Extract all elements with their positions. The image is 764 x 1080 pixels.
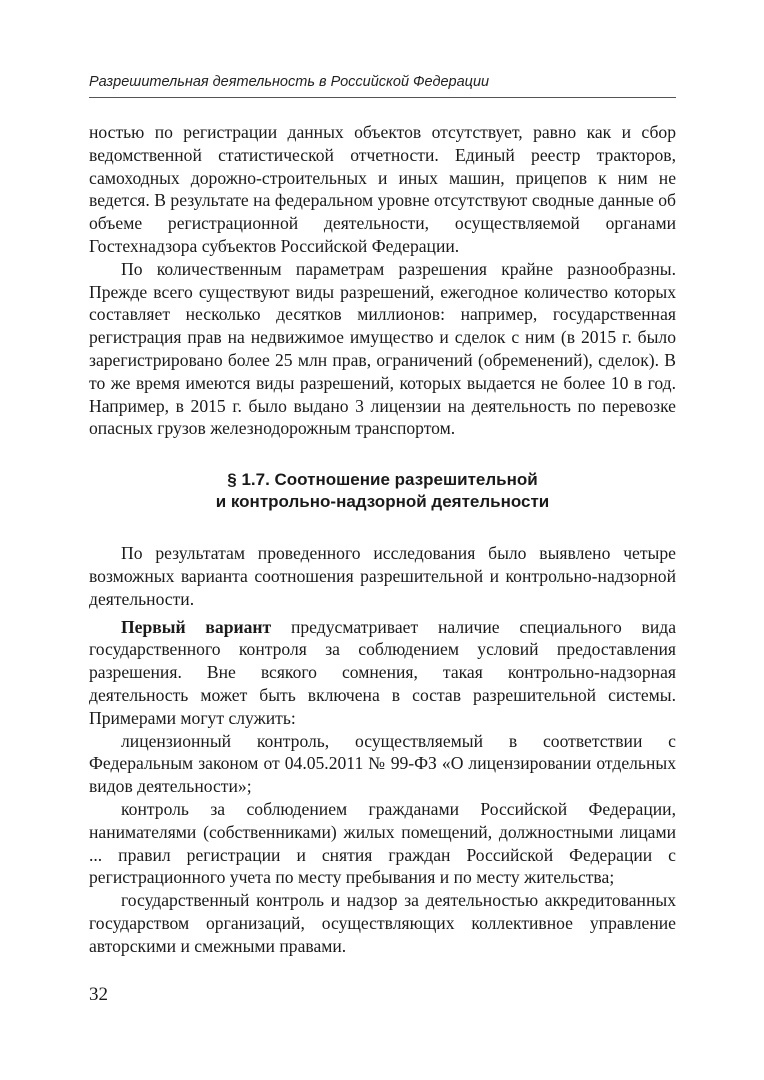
paragraph-first-variant <box>89 616 676 730</box>
page-body <box>89 121 676 958</box>
section-heading-line-1: § 1.7. Соотношение разрешительной <box>227 470 538 490</box>
section-heading-line-2: и контрольно-надзорной деятельности <box>215 492 550 512</box>
running-header: Разрешительная деятельность в Российской Федерации <box>89 74 490 90</box>
paragraph-research-results: По результатам проведенного исследования было выявлено четыре возможных варианта соотношения разрешительной и контрольно-надзорной деятельности. <box>89 543 676 609</box>
list-item: государственный контроль и надзор за деятельностью аккредитованных государством организаций, осуществляющих коллективное управление авторскими и смежными правами. <box>89 890 676 956</box>
section-heading <box>89 469 676 513</box>
paragraph-quantitative-parameters: По количественным параметрам разрешения крайне разнообразны. Прежде всего существуют виды разрешений, ежегодное количество которых составляет несколько десятков миллионов: например, государственная регистрация прав на недвижимое имущество и сделок с ним (в 2015 г. было зарегистрировано более 25 млн прав, ограничений (обременений), сделок). В то же время имеются виды разрешений, которых выдается не более 10 в год. Например, в 2015 г. было выдано 3 лицензии на деятельность по перевозке опасных грузов железнодорожным транспортом. <box>89 258 676 439</box>
first-variant-term: Первый вариант <box>121 616 272 637</box>
list-item: лицензионный контроль, осуществляемый в соответствии с Федеральным законом от 04.05.2011 № 99-ФЗ «О лицензировании отдельных видов деятельности»; <box>89 730 676 797</box>
page-number: 32 <box>89 984 108 1005</box>
header-rule <box>89 97 676 98</box>
paragraph-continued: ностью по регистрации данных объектов отсутствует, равно как и сбор ведомственной статистической отчетности. Единый реестр тракторов, самоходных дорожно-строительных и иных машин, прицепов к ним не ведется. В результате на федеральном уровне отсутствуют сводные данные об объеме регистрационной деятельности, осуществляемой органами Гостехнадзора субъектов Российской Федерации. <box>89 122 676 256</box>
list-item: контроль за соблюдением гражданами Российской Федерации, нанимателями (собственниками) жилых помещений, должностными лицами ... правил регистрации и снятия граждан Российской Федерации с регистрационного учета по месту пребывания и по месту жительства; <box>89 798 676 888</box>
first-variant-text: предусматривает наличие специального вида государственного контроля за соблюдением условий предоставления разрешения. Вне всякого сомнения, такая контрольно-надзорная деятельность может быть включена в состав разрешительной системы. Примерами могут служить: <box>89 616 676 728</box>
